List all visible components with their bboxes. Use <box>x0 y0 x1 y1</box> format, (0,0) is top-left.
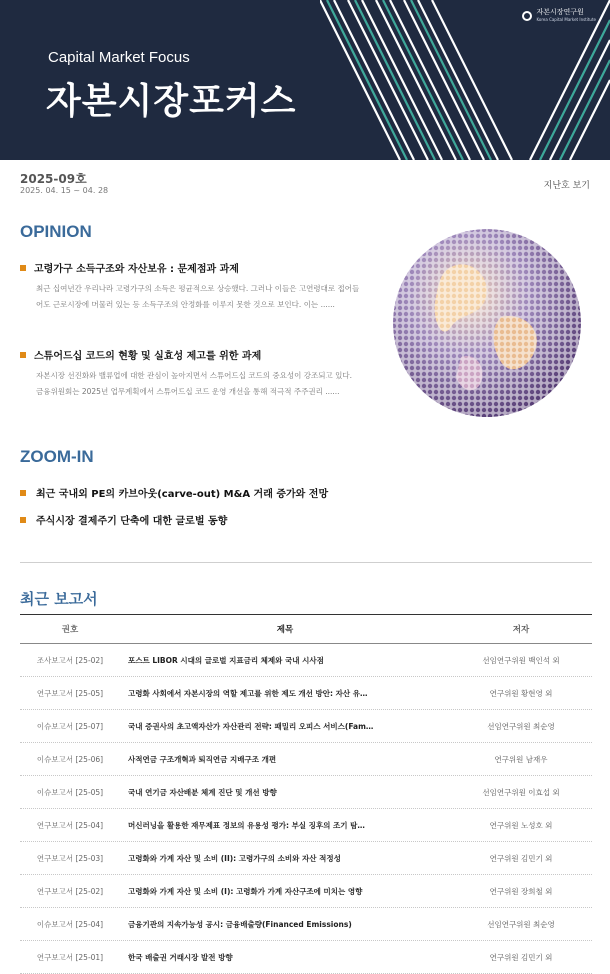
table-row[interactable] <box>20 644 592 677</box>
issue-number: 2025-09호 <box>20 172 87 186</box>
report-title-cell[interactable]: 금융기관의 지속가능성 공시: 금융배출량(Financed Emissions) <box>128 919 352 929</box>
report-author-cell: 연구위원 노성호 외 <box>489 820 553 830</box>
table-row[interactable] <box>20 941 592 974</box>
institute-logo[interactable] <box>522 8 596 24</box>
report-issue-cell: 조사보고서 [25-02] <box>36 655 104 665</box>
opinion-item-summary: 최근 십여년간 우리나라 고령가구의 소득은 평균적으로 상승했다. 그러나 이들은 고연령대로 접어들어도 근로시장에 머물러 있는 등 소득구조의 안정화를 이루지 못한 것으로 보인다. 이는 ...... <box>36 284 360 309</box>
column-header-author: 저자 <box>512 625 530 635</box>
opinion-item-title[interactable]: 스튜어드십 코드의 현황 및 실효성 제고를 위한 과제 <box>34 351 262 362</box>
column-header-title: 제목 <box>276 625 294 635</box>
opinion-item-summary: 자본시장 선진화와 밸류업에 대한 관심이 높아지면서 스튜어드십 코드의 중요성이 강조되고 있다. 금융위원회는 2025년 업무계획에서 스튜어드십 코드 운영 개선을 통해 적극적 주주권리 ...... <box>36 371 353 396</box>
recent-reports-table <box>20 614 592 974</box>
square-bullet-icon <box>20 265 26 271</box>
report-author-cell: 선임연구위원 최순영 <box>487 721 555 731</box>
report-title-cell[interactable]: 한국 배출권 거래시장 발전 방향 <box>128 952 233 962</box>
report-title-cell[interactable]: 사적연금 구조개혁과 퇴직연금 지배구조 개편 <box>128 754 277 764</box>
dotted-globe-image <box>391 227 583 419</box>
report-title-cell[interactable]: 고령화와 가계 자산 및 소비 (II): 고령가구의 소비와 자산 적정성 <box>128 853 341 863</box>
decorative-stripes <box>320 0 610 160</box>
zoomin-section-title: ZOOM-IN <box>20 447 94 466</box>
report-issue-cell: 이슈보고서 [25-05] <box>36 787 104 797</box>
report-issue-cell: 이슈보고서 [25-06] <box>36 754 104 764</box>
square-bullet-icon <box>20 352 26 358</box>
report-issue-cell: 연구보고서 [25-03] <box>36 853 104 863</box>
section-divider <box>20 562 592 563</box>
square-bullet-icon <box>20 517 26 523</box>
report-title-cell[interactable]: 포스트 LIBOR 시대의 글로벌 지표금리 체제와 국내 시사점 <box>128 655 324 665</box>
zoomin-item-2[interactable] <box>20 512 227 527</box>
opinion-item-1[interactable] <box>20 260 360 313</box>
square-bullet-icon <box>20 490 26 496</box>
report-author-cell: 연구위원 장희철 외 <box>489 886 553 896</box>
report-author-cell: 연구위원 김민기 외 <box>489 853 553 863</box>
newsletter-eyebrow: Capital Market Focus <box>48 49 190 66</box>
column-header-issue: 권호 <box>61 625 79 635</box>
table-row[interactable] <box>20 710 592 743</box>
report-author-cell: 연구위원 김민기 외 <box>489 952 553 962</box>
archive-link[interactable]: 지난호 보기 <box>543 181 590 191</box>
recent-section-title: 최근 보고서 <box>20 590 98 608</box>
table-row[interactable] <box>20 908 592 941</box>
report-issue-cell: 이슈보고서 [25-04] <box>36 919 104 929</box>
table-row[interactable] <box>20 809 592 842</box>
opinion-item-title[interactable]: 고령가구 소득구조와 자산보유 : 문제점과 과제 <box>34 264 239 275</box>
table-body <box>20 644 592 974</box>
table-row[interactable] <box>20 776 592 809</box>
report-author-cell: 선임연구위원 최순영 <box>487 919 555 929</box>
report-author-cell: 연구위원 남재우 <box>494 754 548 764</box>
report-issue-cell: 연구보고서 [25-01] <box>36 952 104 962</box>
report-issue-cell: 이슈보고서 [25-07] <box>36 721 104 731</box>
opinion-section-title: OPINION <box>20 222 92 241</box>
table-row[interactable] <box>20 743 592 776</box>
report-title-cell[interactable]: 고령화 사회에서 자본시장의 역할 제고를 위한 제도 개선 방안: 자산 유… <box>128 688 368 698</box>
opinion-item-2[interactable] <box>20 347 360 400</box>
report-author-cell: 선임연구위원 백인석 외 <box>482 655 560 665</box>
report-issue-cell: 연구보고서 [25-05] <box>36 688 104 698</box>
newsletter-title: 자본시장포커스 <box>46 81 297 122</box>
table-header <box>20 614 592 644</box>
zoomin-item-title[interactable]: 최근 국내외 PE의 카브아웃(carve-out) M&A 거래 증가와 전망 <box>36 489 329 500</box>
report-title-cell[interactable]: 국내 연기금 자산배분 체계 진단 및 개선 방향 <box>128 787 277 797</box>
report-title-cell[interactable]: 고령화와 가계 자산 및 소비 (I): 고령화가 가계 자산구조에 미치는 영향 <box>128 886 363 896</box>
zoomin-item-title[interactable]: 주식시장 결제주기 단축에 대한 글로벌 동향 <box>36 516 228 527</box>
table-row[interactable] <box>20 842 592 875</box>
header-banner <box>0 0 610 160</box>
report-issue-cell: 연구보고서 [25-02] <box>36 886 104 896</box>
logo-text: 자본시장연구원 Korea Capital Market Institute <box>536 8 596 22</box>
report-title-cell[interactable]: 국내 증권사의 초고액자산가 자산관리 전략: 패밀리 오피스 서비스(Fam… <box>128 721 374 731</box>
report-title-cell[interactable]: 머신러닝을 활용한 재무제표 정보의 유용성 평가: 부실 징후의 조기 탐… <box>128 820 365 830</box>
zoomin-item-1[interactable] <box>20 485 328 500</box>
issue-dates: 2025. 04. 15 ~ 04. 28 <box>20 186 109 195</box>
report-issue-cell: 연구보고서 [25-04] <box>36 820 104 830</box>
report-author-cell: 연구위원 황현영 외 <box>489 688 553 698</box>
report-author-cell: 선임연구위원 이효섭 외 <box>482 787 560 797</box>
table-row[interactable] <box>20 875 592 908</box>
table-row[interactable] <box>20 677 592 710</box>
logo-mark-icon <box>522 11 532 21</box>
